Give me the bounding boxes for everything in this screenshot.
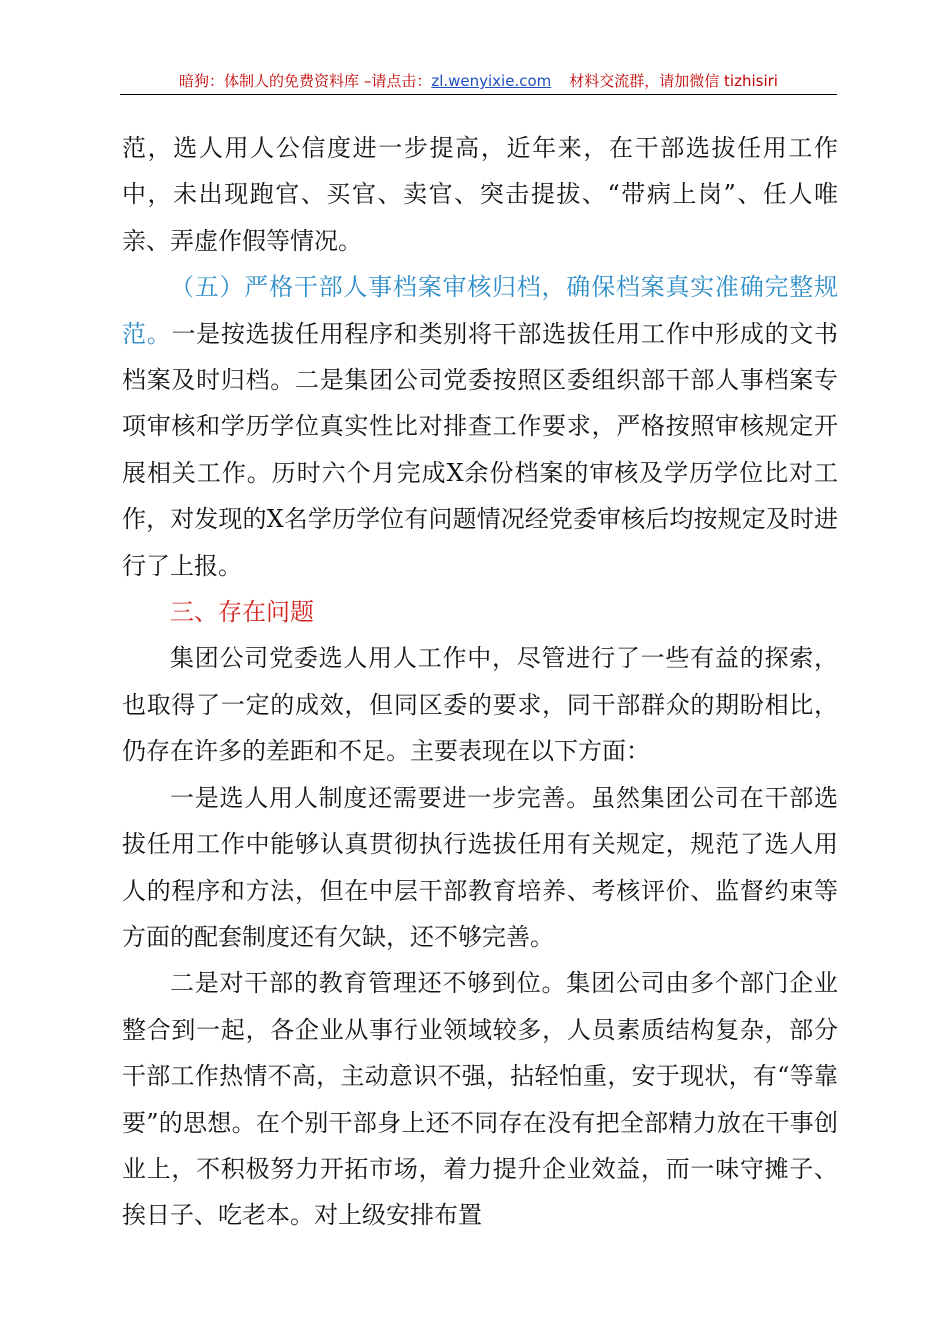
page-header: [120, 70, 837, 94]
paragraph-problem-one: 一是选人用人制度还需要进一步完善。虽然集团公司在干部选拔任用工作中能够认真贯彻执行选拔任用有关规定，规范了选人用人的程序和方法，但在中层干部教育培养、考核评价、监督约束等方面的配套制度还有欠缺，还不够完善。: [122, 783, 838, 951]
subsection-body: 一是按选拔任用程序和类别将干部选拔任用工作中形成的文书档案及时归档。二是集团公司党委按照区委组织部干部人事档案专项审核和学历学位真实性比对排查工作要求，严格按照审核规定开展相关工作。历时六个月完成X余份档案的审核及学历学位比对工作，对发现的X名学历学位有问题情况经党委审核后均按规定及时进行了上报。: [122, 319, 839, 580]
document-body: [122, 125, 838, 1239]
header-site-link[interactable]: zl.wenyixie.com: [431, 72, 552, 90]
header-divider: [120, 94, 837, 95]
paragraph-archive-review: [122, 264, 838, 589]
header-brand-text: 暗狗：体制人的免费资料库: [179, 72, 360, 90]
subsection-title: （五）严格干部人事档案审核归档，确保档案真实准确完整规范。: [122, 273, 838, 348]
section-heading: 三、存在问题: [170, 598, 314, 627]
paragraph-problems-intro: 集团公司党委选人用人工作中，尽管进行了一些有益的探索，也取得了一定的成效，但同区委的要求，同干部群众的期盼相比，仍存在许多的差距和不足。主要表现在以下方面：: [122, 644, 838, 766]
header-wechat-text: 材料交流群，请加微信 tizhisiri: [569, 72, 778, 90]
paragraph-continuation: 范，选人用人公信度进一步提高，近年来，在干部选拔任用工作中，未出现跑官、买官、卖官、突击提拔、“带病上岗”、任人唯亲、弄虚作假等情况。: [122, 134, 838, 255]
header-click-prompt: –请点击：: [359, 72, 432, 90]
paragraph-problem-two: 二是对干部的教育管理还不够到位。集团公司由多个部门企业整合到一起，各企业从事行业领域较多，人员素质结构复杂，部分干部工作热情不高，主动意识不强，拈轻怕重，安于现状，有“等靠要”的思想。在个别干部身上还不同存在没有把全部精力放在干事创业上，不积极努力开拓市场，着力提升企业效益，而一味守摊子、挨日子、吃老本。对上级安排布置: [122, 969, 838, 1230]
